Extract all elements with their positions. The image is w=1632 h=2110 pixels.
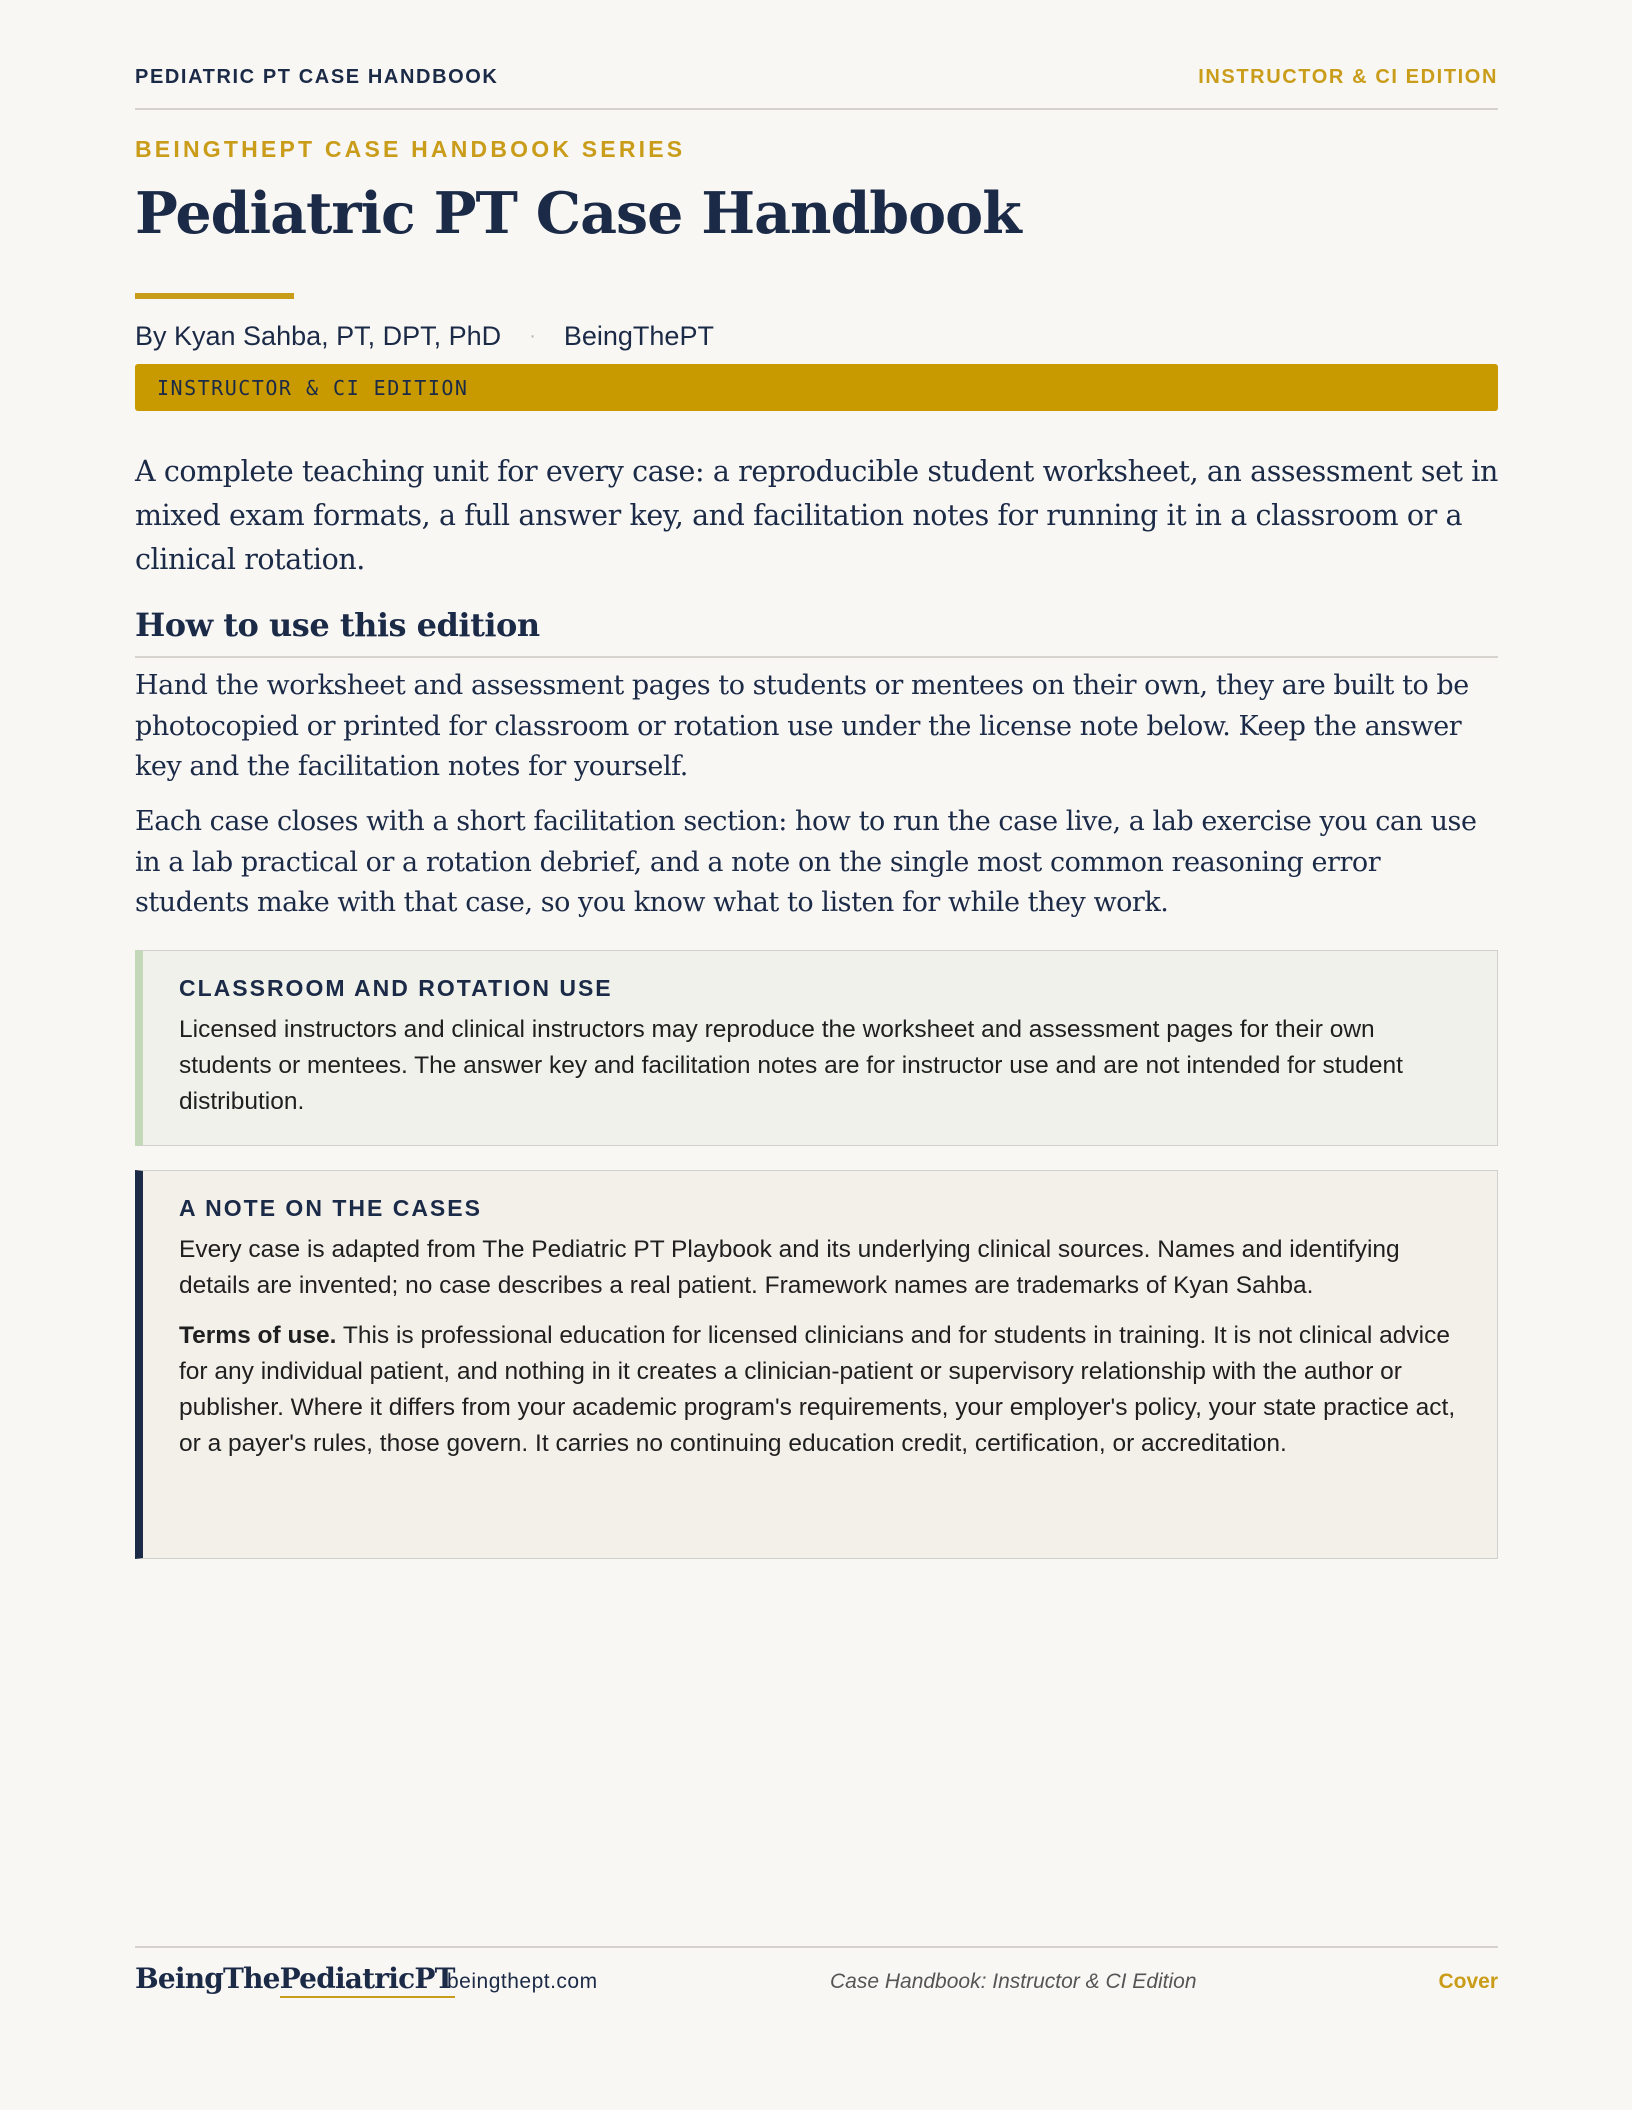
footer-edition: Case Handbook: Instructor & CI Edition	[830, 1970, 1197, 1993]
terms-of-use-label: Terms of use.	[179, 1322, 337, 1349]
how-to-paragraph-2: Each case closes with a short facilitation section: how to run the case live, a lab exercise you can use in a lab practical or a rotation debrief, and a note on the single most common reasoning error students make with that case, so you know what to listen for while they work.	[135, 806, 1477, 918]
callout-classroom-text: Licensed instructors and clinical instructors may reproduce the worksheet and assessment pages for their own students or mentees. The answer key and facilitation notes are for instructor use and are not intended for student distribution.	[179, 1016, 1403, 1115]
byline-separator: ·	[529, 324, 536, 347]
byline	[135, 318, 714, 354]
byline-author: By Kyan Sahba, PT, DPT, PhD	[135, 320, 502, 351]
edition-banner: INSTRUCTOR & CI EDITION	[135, 364, 1498, 411]
footer-site-link[interactable]: beingthept.com	[447, 1970, 598, 1993]
byline-publisher: BeingThePT	[563, 320, 714, 351]
callout-cases-note	[135, 1170, 1498, 1559]
callout-classroom-heading: CLASSROOM AND ROTATION USE	[179, 975, 613, 1001]
running-header-edition: INSTRUCTOR & CI EDITION	[1198, 66, 1498, 88]
footer-brand-logo	[135, 1962, 455, 1995]
terms-of-use-text: This is professional education for licensed clinicians and for students in training. It is not clinical advice for any individual patient, and nothing in it creates a clinician-patient or supervisory relationship with the author or publisher. Where it differs from your academic program's requirements, your employer's policy, your state practice act, or a payer's rules, those govern. It carries no continuing education credit, certification, or accreditation.	[179, 1322, 1456, 1457]
series-label: BEINGTHEPT CASE HANDBOOK SERIES	[135, 136, 686, 162]
page-footer	[135, 1946, 1498, 2006]
callout-classroom-use	[135, 950, 1498, 1146]
callout-cases-text: Every case is adapted from The Pediatric PT Playbook and its underlying clinical sources. Names and identifying details are invented; no case describes a real patient. Framework names are trademarks of Kyan Sahba.	[179, 1236, 1400, 1299]
terms-of-use	[179, 1318, 1461, 1462]
running-header	[135, 66, 1498, 110]
running-header-title: PEDIATRIC PT CASE HANDBOOK	[135, 66, 499, 88]
callout-cases-heading: A NOTE ON THE CASES	[179, 1195, 482, 1221]
how-to-paragraph-1: Hand the worksheet and assessment pages to students or mentees on their own, they are built to be photocopied or printed for classroom or rotation use under the license note below. Keep the answer key and the facilitation notes for yourself.	[135, 670, 1469, 782]
title-accent-rule	[135, 293, 294, 299]
footer-section-label: Cover	[1438, 1970, 1498, 1993]
footer-brand-highlight: PediatricPT	[280, 1962, 455, 1998]
lead-paragraph: A complete teaching unit for every case: a reproducible student worksheet, an assessment set in mixed exam formats, a full answer key, and facilitation notes for running it in a classroom or a clinical rotation.	[135, 455, 1498, 576]
section-heading-how-to-use: How to use this edition	[135, 606, 1498, 658]
page-title: Pediatric PT Case Handbook	[135, 180, 1021, 247]
handbook-page	[135, 0, 1498, 2110]
footer-brand-prefix: BeingThe	[135, 1962, 280, 1995]
